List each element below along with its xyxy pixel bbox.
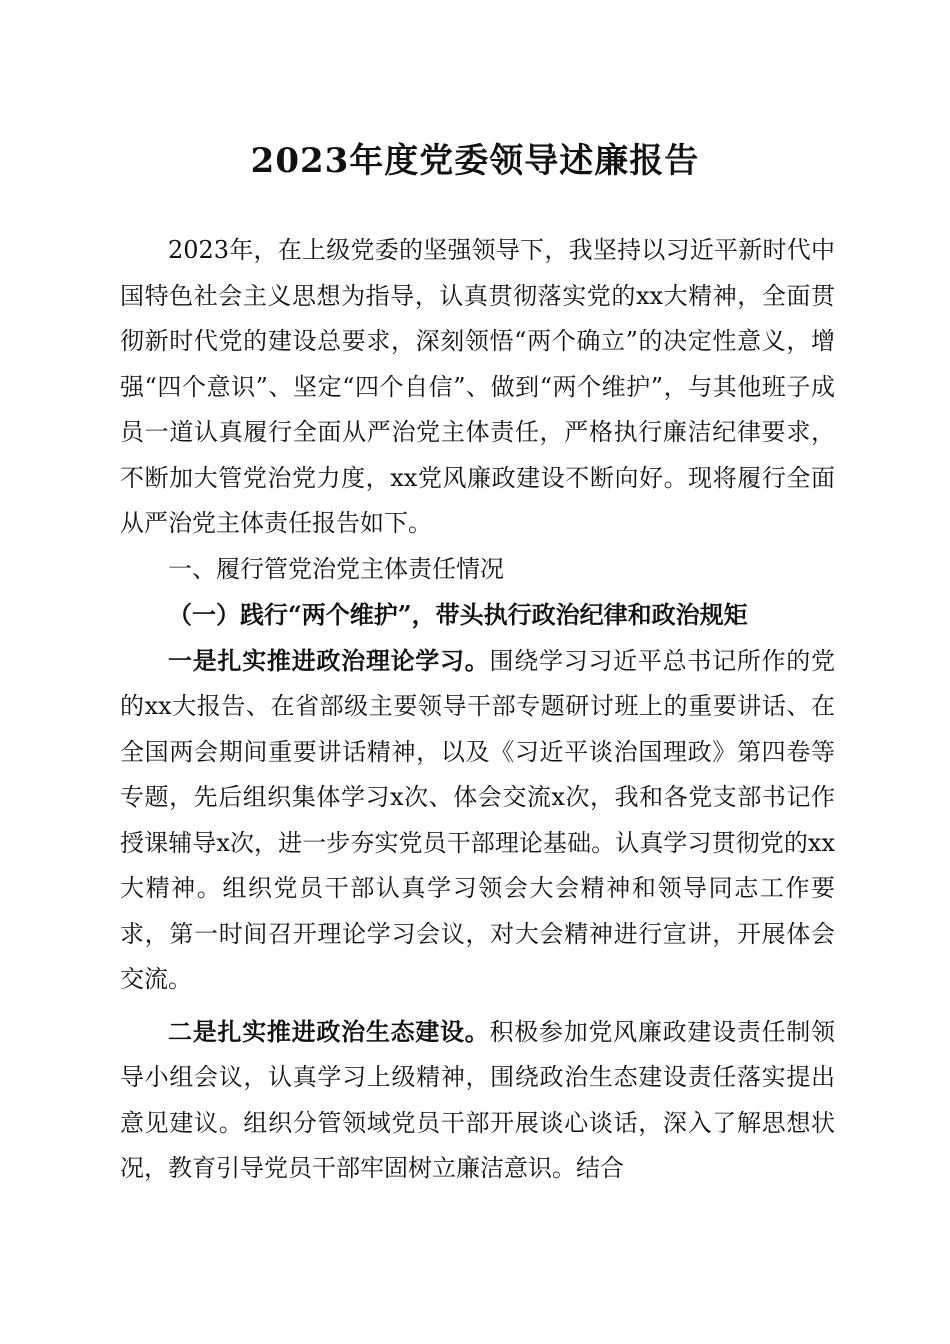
- intro-paragraph: 2023年，在上级党委的坚强领导下，我坚持以习近平新时代中国特色社会主义思想为指导，认真贯彻落实党的xx大精神，全面贯彻新时代党的建设总要求，深刻领悟“两个确立”的决定性意义，增强“四个意识”、坚定“四个自信”、做到“两个维护”，与其他班子成员一道认真履行全面从严治党主体责任，严格执行廉洁纪律要求，不断加大管党治党力度，xx党风廉政建设不断向好。现将履行全面从严治党主体责任报告如下。: [120, 236, 835, 537]
- paragraph-2-body: 积极参加党风廉政建设责任制领导小组会议，认真学习上级精神，围绕政治生态建设责任落实提出意见建议。组织分管领域党员干部开展谈心谈话，深入了解思想状况，教育引导党员干部牢固树立廉洁意识。结合: [120, 1017, 835, 1182]
- paragraph-2-lead: 二是扎实推进政治生态建设。: [168, 1016, 490, 1046]
- paragraph-1-lead: 一是扎实推进政治理论学习。: [168, 645, 490, 675]
- document-body: [120, 228, 835, 1192]
- body-paragraph-2: [120, 1009, 835, 1192]
- subsection-heading-1: （一）践行“两个维护”，带头执行政治纪律和政治规矩: [168, 600, 748, 629]
- section-heading-1: 一、履行管党治党主体责任情况: [168, 554, 504, 583]
- paragraph-1-body: 围绕学习习近平总书记所作的党的xx大报告、在省部级主要领导干部专题研讨班上的重要讲话、在全国两会期间重要讲话精神，以及《习近平谈治国理政》第四卷等专题，先后组织集体学习x次、体会交流x次，我和各党支部书记作授课辅导x次，进一步夯实党员干部理论基础。认真学习贯彻党的xx大精神。组织党员干部认真学习领会大会精神和领导同志工作要求，第一时间召开理论学习会议，对大会精神进行宣讲，开展体会交流。: [120, 646, 835, 993]
- document-title: 2023年度党委领导述廉报告: [250, 141, 700, 181]
- body-paragraph-1: [120, 638, 835, 1003]
